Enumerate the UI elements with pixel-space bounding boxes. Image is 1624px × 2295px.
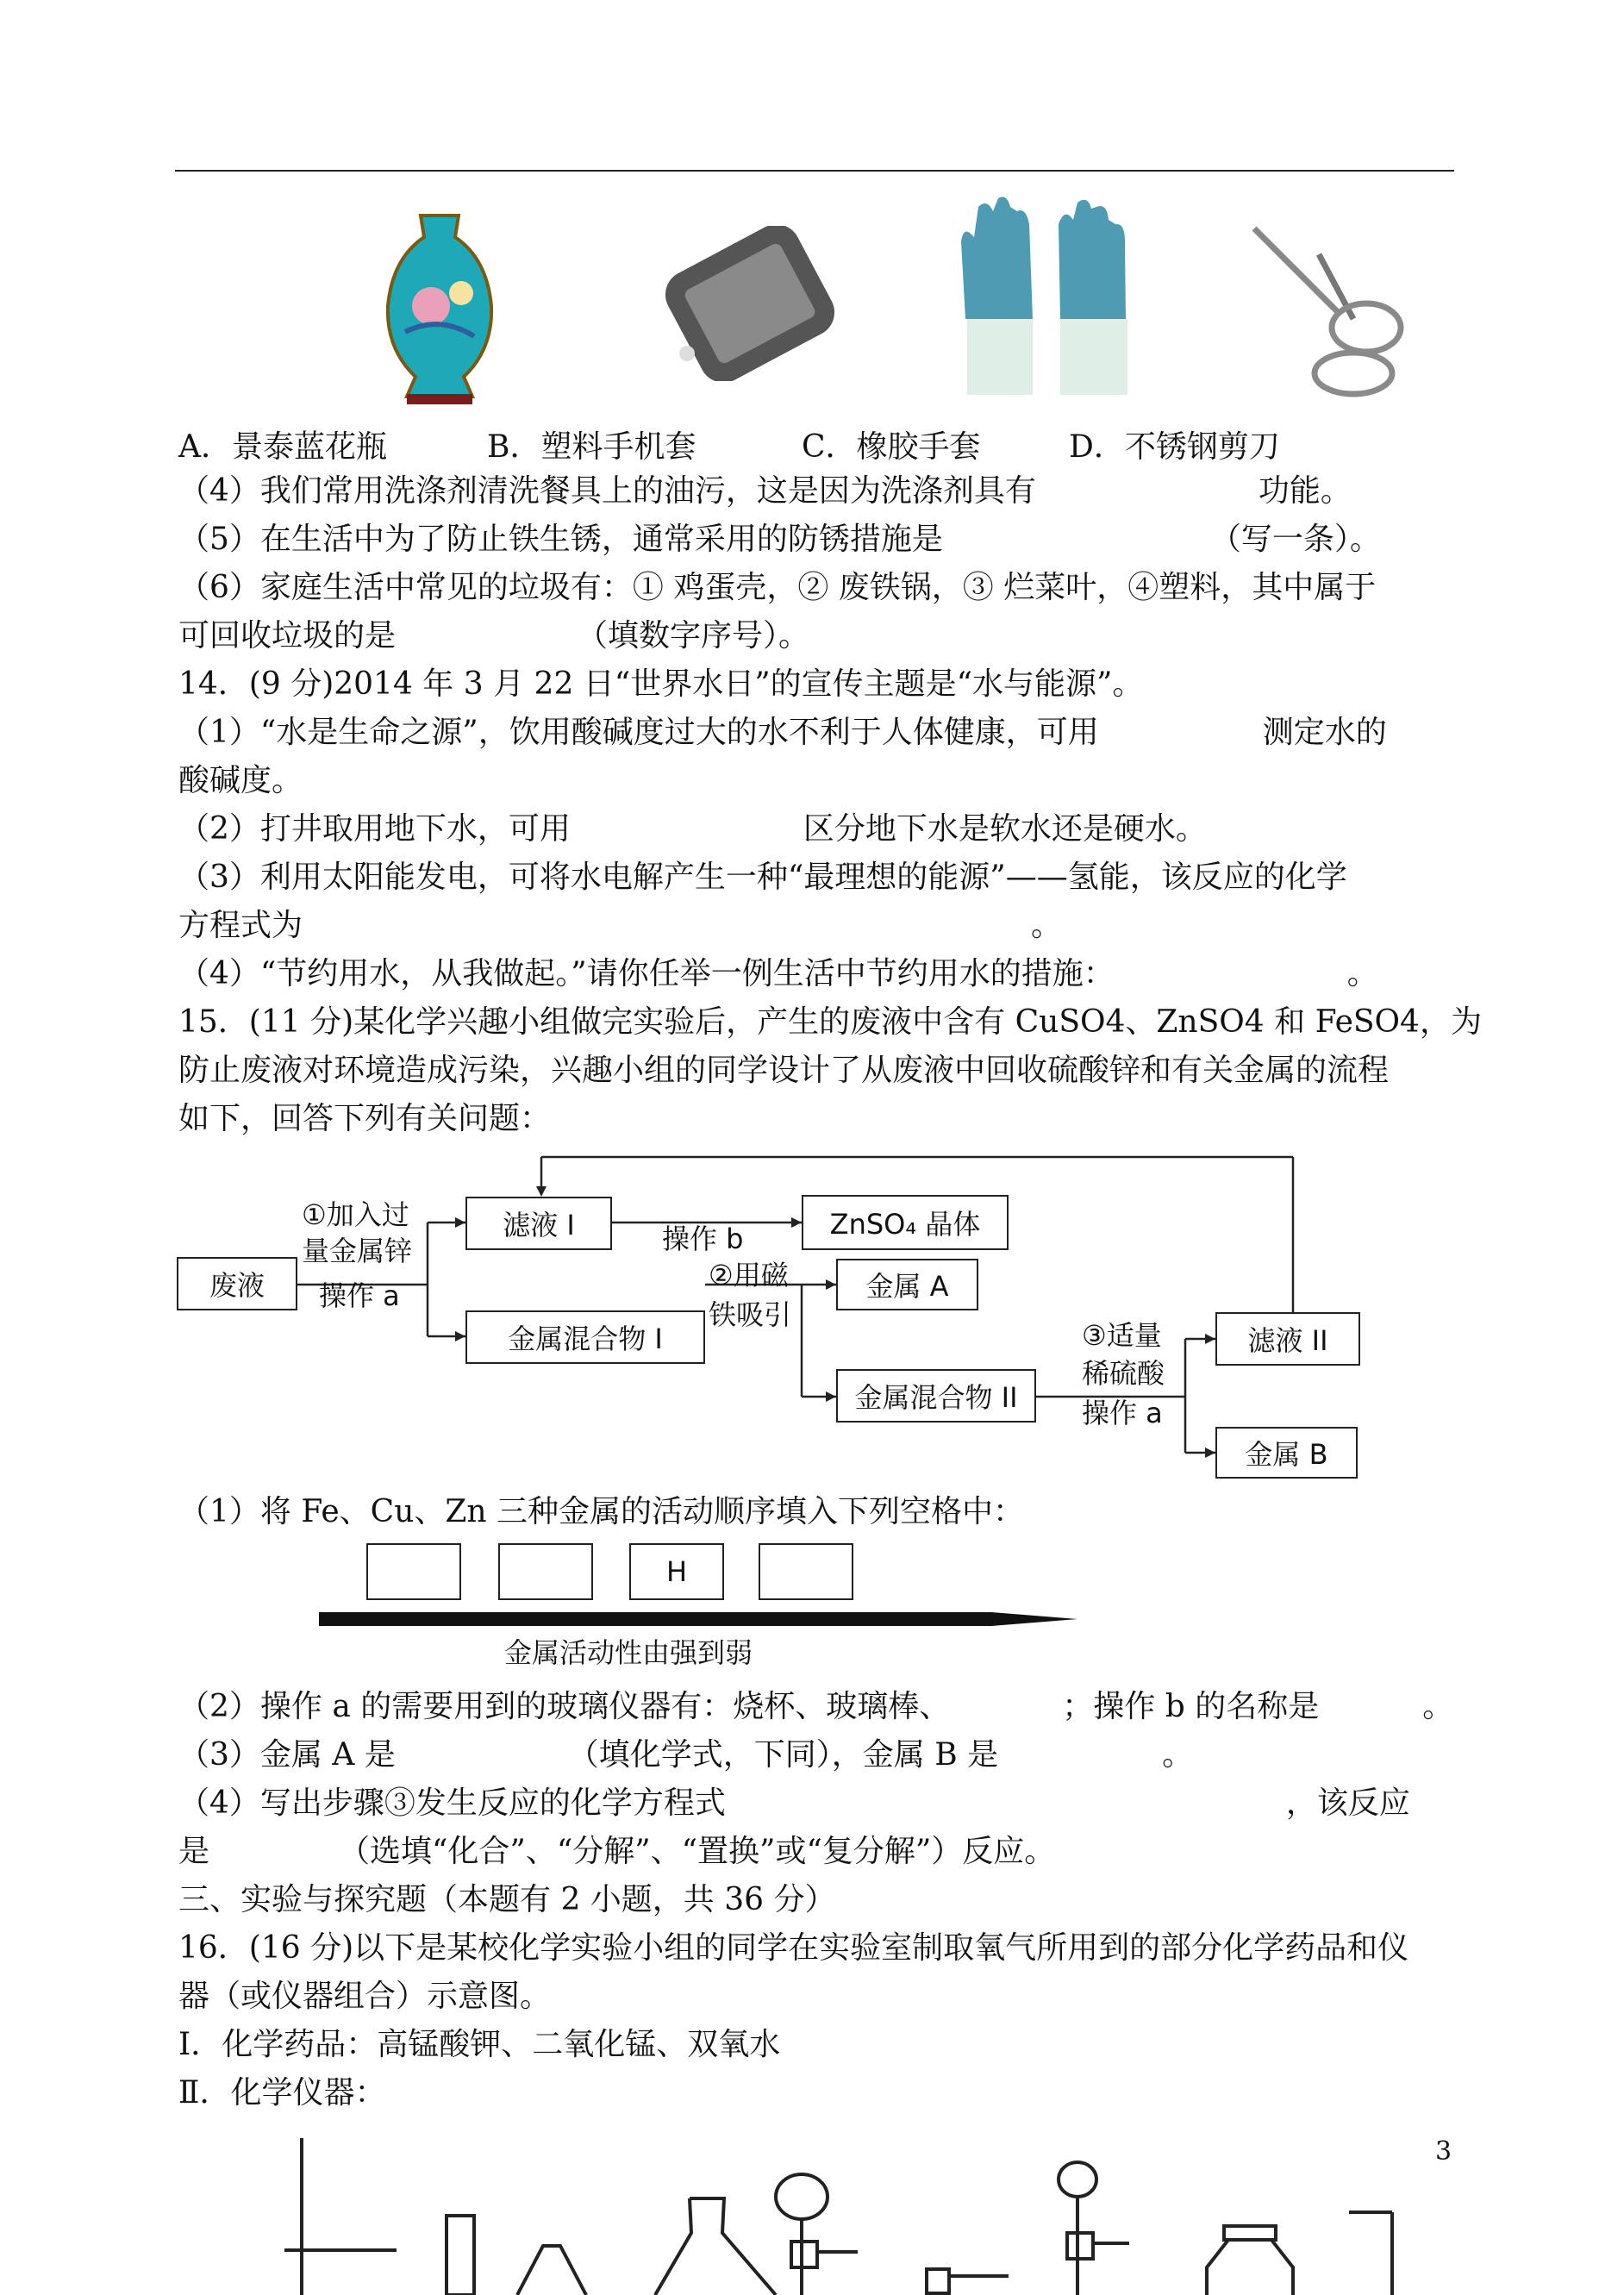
page-number: 3 (1435, 2136, 1452, 2167)
q14-part4: （4）“节约用水，从我做起。”请你任举一例生活中节约用水的措施： 。 (178, 956, 1378, 991)
activity-arrow (319, 1602, 1095, 1636)
flow-waste-box: 废液 (177, 1257, 297, 1310)
flow-step1-line1: ①加入过 (302, 1198, 409, 1231)
q15-title: 15．(11 分)某化学兴趣小组做完实验后，产生的废液中含有 CuSO4、ZnSO4 和 FeSO4，为 (178, 1004, 1482, 1040)
flow-mix2-box: 金属混合物 II (836, 1369, 1036, 1423)
q14-part3: （3）利用太阳能发电，可将水电解产生一种“最理想的能源”——氢能，该反应的化学 (178, 860, 1347, 895)
q13-line6: （6）家庭生活中常见的垃圾有：① 鸡蛋壳，② 废铁锅，③ 烂菜叶，④塑料，其中属于 (178, 570, 1377, 605)
flow-step1-line3: 操作 a (319, 1279, 400, 1312)
q13-line7: 可回收垃圾的是 （填数字序号）。 (178, 618, 810, 653)
q14-part1: （1）“水是生命之源”，饮用酸碱度过大的水不利于人体健康，可用 测定水的 (178, 715, 1387, 750)
option-b: B．塑料手机套 (487, 429, 696, 465)
q15-part1: （1）将 Fe、Cu、Zn 三种金属的活动顺序填入下列空格中： (178, 1494, 1025, 1529)
flow-step1-line2: 量金属锌 (302, 1235, 413, 1267)
section-3-heading: 三、实验与探究题（本题有 2 小题，共 36 分） (178, 1882, 836, 1917)
option-d: D．不锈钢剪刀 (1069, 429, 1280, 465)
flow-step3-line1: ③适量 (1082, 1319, 1162, 1352)
flow-step2-line1: ②用磁 (709, 1259, 789, 1291)
flow-crystal-box: ZnSO₄ 晶体 (802, 1195, 1009, 1250)
flow-metal-a-box: 金属 A (836, 1259, 978, 1310)
option-a: A．景泰蓝花瓶 (178, 429, 387, 465)
flow-op-b: 操作 b (662, 1223, 744, 1255)
series-h-box: H (629, 1543, 724, 1600)
q13-line5: （5）在生活中为了防止铁生锈，通常采用的防锈措施是 （写一条）。 (178, 522, 1381, 557)
flow-filtrate1-box: 滤液 I (465, 1197, 612, 1250)
option-c: C．橡胶手套 (802, 429, 981, 465)
series-blank-1 (366, 1543, 461, 1600)
series-blank-3 (759, 1543, 853, 1600)
flow-step3-line3: 操作 a (1082, 1397, 1163, 1429)
q14-part1-cont: 酸碱度。 (178, 763, 303, 798)
q15-line2: 防止废液对环境造成污染，兴趣小组的同学设计了从废液中回收硫酸锌和有关金属的流程 (178, 1053, 1390, 1088)
q15-part3: （3）金属 A 是 （填化学式，下同），金属 B 是 。 (178, 1737, 1194, 1773)
flow-step2-line2: 铁吸引 (709, 1298, 792, 1331)
series-blank-2 (498, 1543, 593, 1600)
q13-line4: （4）我们常用洗涤剂清洗餐具上的油污，这是因为洗涤剂具有 功能。 (178, 473, 1352, 509)
flow-step3-line2: 稀硫酸 (1082, 1357, 1165, 1390)
q14-part2: （2）打井取用地下水，可用 区分地下水是软水还是硬水。 (178, 811, 1207, 847)
q15-part4-cont: 是 （选填“化合”、“分解”、“置换”或“复分解”）反应。 (178, 1834, 1056, 1869)
flow-mix1-box: 金属混合物 I (465, 1310, 705, 1364)
q15-part4: （4）写出步骤③发生反应的化学方程式 ，该反应 (178, 1785, 1410, 1821)
flow-filtrate2-box: 滤液 II (1215, 1312, 1360, 1366)
q16-line4: Ⅱ．化学仪器： (178, 2075, 386, 2111)
flow-metal-b-box: 金属 B (1215, 1427, 1358, 1479)
q15-part2: （2）操作 a 的需要用到的玻璃仪器有：烧杯、玻璃棒、 ；操作 b 的名称是 。 (178, 1689, 1454, 1724)
lab-apparatus (0, 2129, 1624, 2295)
q14-title: 14．(9 分)2014 年 3 月 22 日“世界水日”的宣传主题是“水与能源”。 (178, 666, 1144, 702)
q15-line3: 如下，回答下列有关问题： (178, 1101, 552, 1136)
q16-line3: Ⅰ．化学药品：高锰酸钾、二氧化锰、双氧水 (178, 2027, 781, 2062)
q14-part3-cont: 方程式为 。 (178, 908, 1063, 943)
activity-caption: 金属活动性由强到弱 (504, 1636, 753, 1669)
q16-line1: 16．(16 分)以下是某校化学实验小组的同学在实验室制取氧气所用到的部分化学药品和仪 (178, 1930, 1409, 1966)
q16-line2: 器（或仪器组合）示意图。 (178, 1979, 552, 2014)
